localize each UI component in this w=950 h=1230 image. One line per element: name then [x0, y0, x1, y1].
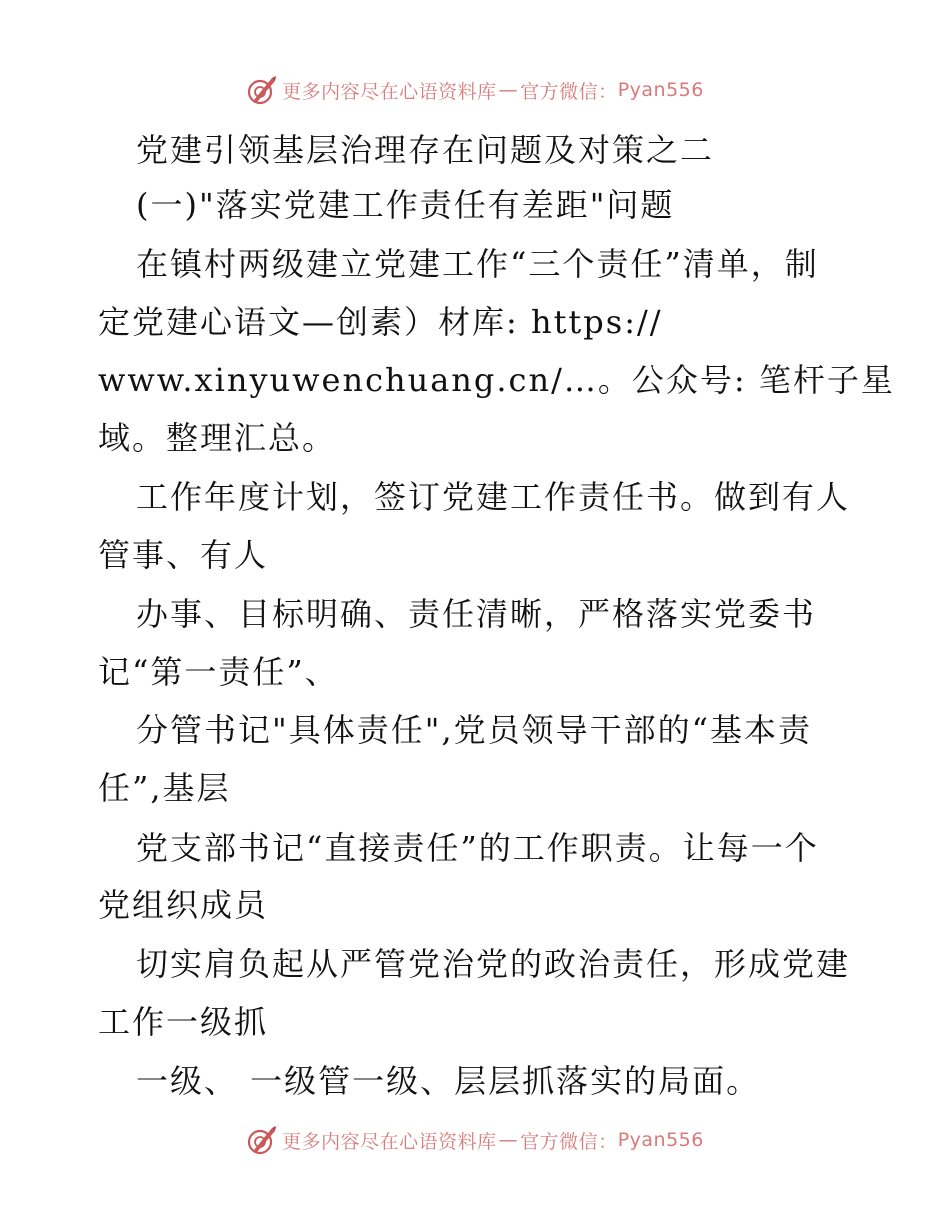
paragraph-line: 办事、目标明确、责任清晰，严格落实党委书 [136, 595, 817, 633]
paragraph-line: 工作年度计划，签订党建工作责任书。做到有人 [136, 478, 851, 516]
paragraph-line: 党组织成员 [98, 886, 269, 924]
paragraph-line: 定党建心语文—创素）材库: https:// [98, 303, 663, 341]
paragraph-line: 任”,基层 [98, 769, 231, 807]
banner-separator: — [498, 1129, 519, 1151]
banner-wechat-id: Pyan556 [617, 1129, 704, 1151]
paragraph-line: 管事、有人 [98, 536, 269, 574]
paragraph-line: www.xinyuwenchuang.cn/…。公众号: 笔杆子星 [98, 361, 895, 399]
document-title: 党建引领基层治理存在问题及对策之二 [136, 131, 715, 169]
paragraph-line: 分管书记"具体责任",党员领导干部的“基本责 [136, 711, 812, 749]
banner-wechat-id: Pyan556 [617, 79, 704, 101]
banner-official-label: 官方微信： [520, 1130, 618, 1153]
paragraph-line: 一级、 一级管一级、层层抓落实的局面。 [136, 1062, 761, 1100]
quill-logo-icon [246, 1124, 278, 1156]
paragraph-line: 党支部书记“直接责任”的工作职责。让每一个 [136, 829, 819, 867]
paragraph-line: 记“第一责任”、 [98, 653, 339, 691]
quill-logo-icon [246, 74, 278, 106]
paragraph-line: 工作一级抓 [98, 1003, 269, 1041]
paragraph-line: 在镇村两级建立党建工作“三个责任”清单，制 [136, 245, 819, 283]
header-watermark-banner [0, 70, 950, 110]
banner-main-text: 更多内容尽在心语资料库 [282, 1130, 497, 1153]
banner-separator: — [498, 79, 519, 101]
banner-official-label: 官方微信： [520, 80, 618, 103]
banner-main-text: 更多内容尽在心语资料库 [282, 80, 497, 103]
section-heading: (一)"落实党建工作责任有差距"问题 [136, 186, 675, 224]
paragraph-line: 切实肩负起从严管党治党的政治责任，形成党建 [136, 945, 851, 983]
paragraph-line: 域。整理汇总。 [98, 419, 337, 457]
footer-watermark-banner [0, 1120, 950, 1160]
